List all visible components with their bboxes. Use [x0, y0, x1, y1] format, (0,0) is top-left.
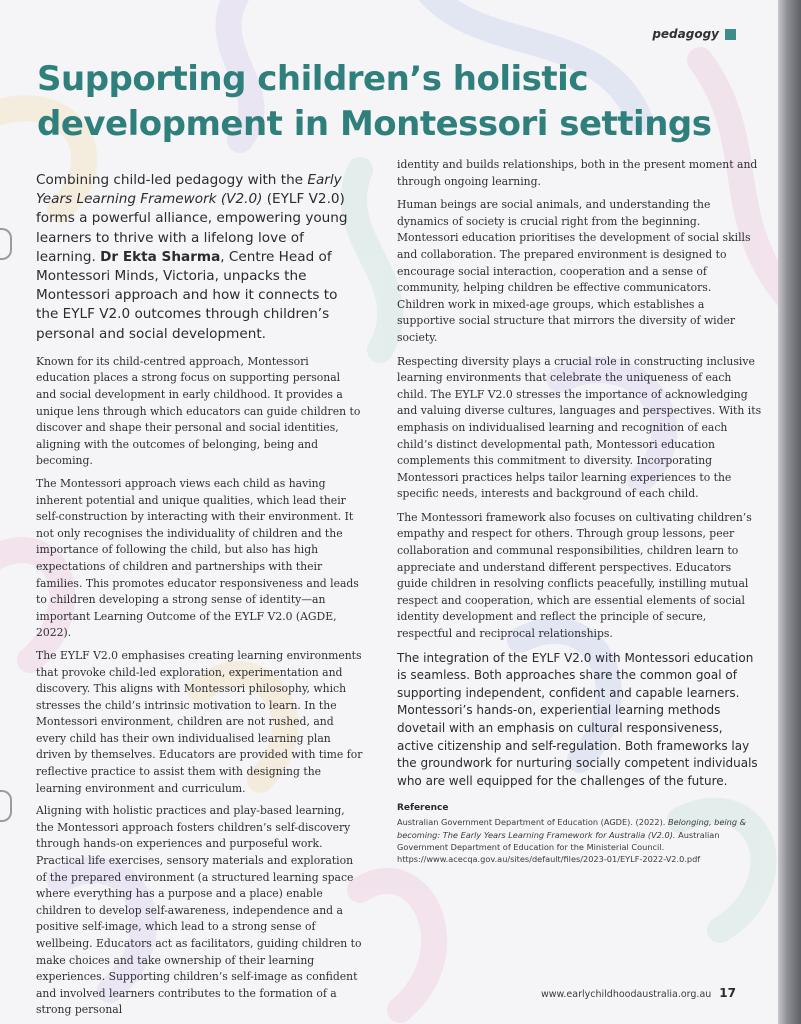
author-name: Dr Ekta Sharma [100, 248, 221, 265]
article-standfirst: Combining child-led pedagogy with the Early Years Learning Framework (V2.0) (EYLF V2.0) forms a powerful alliance, empowering young learners to thrive with a lifelong love of learning. Dr Ekta Sharma, Centre Head of Montessori Minds, Victoria, unpacks the Montessori approach and how it connects to the EYLF V2.0 outcomes through children’s personal and social development. [36, 172, 348, 342]
binding-staple-top [0, 228, 12, 260]
reference-entry: Australian Government Department of Education (AGDE). (2022). Belonging, being & becoming: The Early Years Learning Framework for Australia (V2.0). Australian Government Department of Education for the Ministerial Council. https://www.acecqa.gov.au/sites/default/files/2023-01/EYLF-2022-V2.0.pdf [397, 817, 747, 864]
page-edge-stack [778, 0, 801, 1024]
body-paragraph: The Montessori framework also focuses on cultivating children’s empathy and respect for others. Through group lessons, peer collaboration and communal responsibilities, children learn to appreciate and understand different perspectives. Educators guide children in resolving conflicts peacefully, instilling mutual respect and cooperation, which are essential elements of social identity development and reflect the principle of secure, respectful and reciprocal relationships. [397, 510, 752, 641]
section-tag-label: pedagogy [652, 27, 719, 41]
body-paragraph: identity and builds relationships, both in the present moment and through ongoing learning. [397, 158, 758, 188]
body-paragraph: The Montessori approach views each child as having inherent potential and unique qualities, which lead their self-construction by interacting with their environment. It not only recognises the individuality of children and the importance of following the child, but also has high expectations of children and partnerships with their families. This promotes educator responsiveness and leads to children developing a strong sense of identity—an important Learning Outcome of the EYLF V2.0 (AGDE, 2022). [36, 476, 359, 640]
reference-heading: Reference [397, 803, 449, 814]
footer-url: www.earlychildhoodaustralia.org.au [540, 989, 712, 1000]
body-paragraph: The EYLF V2.0 emphasises creating learning environments that provoke child-led exploration, experimentation and discovery. This aligns with Montessori philosophy, which stresses the child’s intrinsic motivation to learn. In the Montessori environment, children are not rushed, and every child has their own individualised learning plan driven by themselves. Educators are provided with time for reflective practice to assist them with designing the learning environment and curriculum. [36, 648, 363, 795]
framework-name: Early Years Learning Framework (V2.0) [36, 172, 342, 208]
article-column-left [36, 171, 363, 1024]
reference-title: Belonging, being & becoming: The Early Years Learning Framework for Australia (V2.0). [397, 817, 747, 840]
body-paragraph: Aligning with holistic practices and play-based learning, the Montessori approach fosters children’s self-discovery through hands-on experiences and purposeful work. Practical life exercises, sensory materials and exploration of the prepared environment (a structured learning space where everything has a purpose and a place) enable children to develop self-awareness, independence and a positive self-image, which lead to a strong sense of wellbeing. Educators act as facilitators, guiding children to make choices and take ownership of their learning experiences. Supporting children’s self-image as confident and involved learners contributes to the formation of a strong personal [36, 804, 362, 1017]
closing-paragraph: The integration of the EYLF V2.0 with Montessori education is seamless. Both approaches share the common goal of supporting independent, confident and capable learners. Montessori’s hands-on, experiential learning methods dovetail with an emphasis on cultural responsiveness, active citizenship and self-regulation. Both frameworks lay the groundwork for nurturing socially competent individuals who are well equipped for the challenges of the future. [397, 650, 758, 788]
binding-staple-bottom [0, 790, 12, 822]
page-number: 17 [719, 986, 736, 1000]
article-column-right [397, 157, 762, 865]
body-paragraph: Human beings are social animals, and understanding the dynamics of society is crucial right from the beginning. Montessori education prioritises the development of social skills and collaboration. The prepared environment is designed to encourage social interaction, cooperation and a sense of community, helping children be effective communicators. Children work in mixed-age groups, which establishes a supportive social structure that mirrors the diversity of wider society. [397, 198, 751, 344]
section-tag-square-icon [725, 29, 736, 40]
page-footer [541, 986, 736, 1000]
body-paragraph: Known for its child-centred approach, Montessori education places a strong focus on supporting personal and social development in early childhood. It provides a unique lens through which educators can guide children to discover and shape their personal and social identities, aligning with the outcomes of belonging, being and becoming. [36, 354, 361, 468]
article-title: Supporting children’s holistic development in Montessori settings [37, 59, 712, 144]
body-paragraph: Respecting diversity plays a crucial role in constructing inclusive learning environments that celebrate the uniqueness of each child. The EYLF V2.0 stresses the importance of acknowledging and valuing diverse cultures, languages and perspectives. With its emphasis on individualised learning and recognition of each child’s distinct developmental path, Montessori education complements this commitment to diversity. Incorporating Montessori practices helps tailor learning experiences to the specific needs, interests and background of each child. [397, 354, 762, 501]
section-tag [652, 27, 736, 41]
